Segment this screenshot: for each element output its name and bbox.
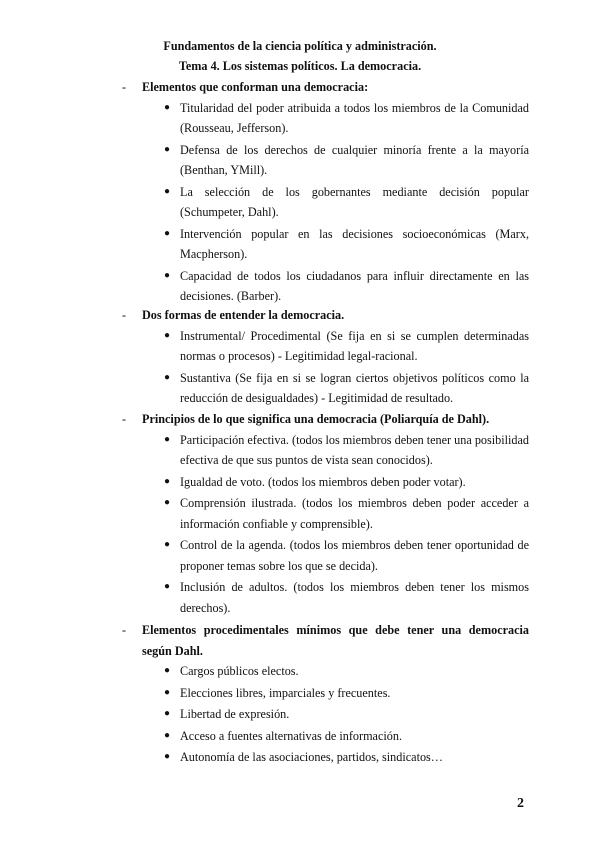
document-subtitle: Tema 4. Los sistemas políticos. La democracia.: [178, 59, 422, 73]
bullet-icon: ●: [164, 539, 171, 550]
section-heading: Elementos procedimentales mínimos que debe tener una democracia según Dahl.: [142, 623, 529, 658]
list-item: ● Comprensión ilustrada. (todos los miembros deben poder acceder a información confiable y comprensible).: [124, 493, 529, 534]
bullet-icon: ●: [164, 475, 171, 487]
list-item: ● Elecciones libres, imparciales y frecuentes.: [124, 683, 529, 704]
section-heading: Dos formas de entender la democracia.: [142, 308, 345, 322]
list-item: ● Autonomía de las asociaciones, partidos, sindicatos…: [124, 747, 529, 768]
bullet-list: [124, 430, 529, 619]
bullet-icon: ●: [164, 751, 171, 762]
bullet-icon: ●: [164, 269, 171, 281]
list-item: ● Acceso a fuentes alternativas de información.: [124, 726, 529, 747]
document-title: Fundamentos de la ciencia política y administración.: [163, 39, 437, 53]
bullet-icon: ●: [164, 371, 171, 383]
section-principios-dahl: [124, 409, 529, 619]
page-number: 2: [517, 796, 524, 811]
list-item: ● Titularidad del poder atribuida a todos los miembros de la Comunidad (Rousseau, Jefferson).: [124, 98, 529, 139]
bullet-icon: ●: [164, 686, 171, 698]
list-item: ● Igualdad de voto. (todos los miembros deben poder votar).: [124, 472, 529, 493]
list-item: ● La selección de los gobernantes mediante decisión popular (Schumpeter, Dahl).: [124, 182, 529, 223]
dash-marker: -: [122, 308, 127, 322]
bullet-icon: ●: [164, 143, 171, 155]
bullet-list: [124, 326, 529, 409]
list-item: ● Cargos públicos electos.: [124, 661, 529, 682]
list-item: ● Control de la agenda. (todos los miembros deben tener oportunidad de proponer temas sobre los que se decida).: [124, 535, 529, 576]
dash-marker: -: [122, 623, 127, 637]
bullet-icon: ●: [164, 729, 171, 741]
section-heading: Principios de lo que significa una democracia (Poliarquía de Dahl).: [142, 412, 490, 426]
bullet-icon: ●: [164, 708, 171, 719]
list-item: ● Instrumental/ Procedimental (Se fija en si se cumplen determinadas normas o procesos) - Legitimidad legal-racional.: [124, 326, 529, 367]
list-item: ● Sustantiva (Se fija en si se logran ciertos objetivos políticos como la reducción de desigualdades) - Legitimidad de resultado.: [124, 368, 529, 409]
section-heading: Elementos que conforman una democracia:: [142, 80, 369, 94]
list-item: ● Intervención popular en las decisiones socioeconómicas (Marx, Macpherson).: [124, 224, 529, 265]
list-item: ● Inclusión de adultos. (todos los miembros deben tener los mismos derechos).: [124, 577, 529, 618]
section-elementos-procedimentales: [124, 620, 529, 769]
bullet-icon: ●: [164, 433, 171, 445]
bullet-icon: ●: [164, 329, 171, 341]
bullet-list: [124, 661, 529, 768]
bullet-icon: ●: [164, 185, 171, 197]
section-elementos-democracia: [124, 77, 529, 308]
bullet-icon: ●: [164, 101, 171, 113]
bullet-icon: ●: [164, 497, 171, 508]
list-item: ● Capacidad de todos los ciudadanos para influir directamente en las decisiones. (Barber).: [124, 266, 529, 307]
list-item: ● Participación efectiva. (todos los miembros deben tener una posibilidad efectiva de que sus puntos de vista sean conocidos).: [124, 430, 529, 471]
list-item: ● Defensa de los derechos de cualquier minoría frente a la mayoría (Benthan, YMill).: [124, 140, 529, 181]
section-formas-democracia: [124, 305, 529, 410]
dash-marker: -: [122, 80, 127, 94]
bullet-list: [124, 98, 529, 307]
bullet-icon: ●: [164, 581, 171, 592]
bullet-icon: ●: [164, 665, 171, 676]
bullet-icon: ●: [164, 227, 171, 239]
dash-marker: -: [122, 412, 127, 426]
list-item: ● Libertad de expresión.: [124, 704, 529, 725]
